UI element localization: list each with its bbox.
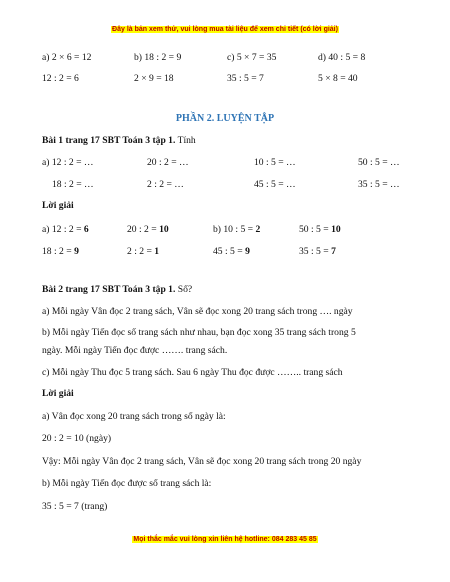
bai1-solution <box>127 224 169 236</box>
top-answer: 35 : 5 = 7 <box>227 73 264 84</box>
top-answer: 12 : 2 = 6 <box>42 73 79 84</box>
solution-answer: 6 <box>83 224 89 235</box>
bai2-solution-line: 35 : 5 = 7 (trang) <box>42 501 108 512</box>
solution-answer: 10 <box>331 224 341 235</box>
top-answer: a) 2 × 6 = 12 <box>42 52 92 63</box>
bai1-solution <box>127 246 159 258</box>
solution-expr: a) 12 : 2 = <box>42 224 84 235</box>
top-answer: c) 5 × 7 = 35 <box>227 52 277 63</box>
bai1-solution-label: Lời giải <box>42 200 74 211</box>
top-answer: 2 × 9 = 18 <box>134 73 174 84</box>
bai2-solution-line: a) Vân đọc xong 20 trang sách trong số ngày là: <box>42 411 226 422</box>
bai1-exercise: 10 : 5 = … <box>254 157 296 168</box>
header-banner-text: Đây là bản xem thử, vui lòng mua tài liệu để xem chi tiết (có lời giải) <box>112 26 338 33</box>
footer-banner-text: Mọi thắc mắc vui lòng xin liên hệ hotline: 084 283 45 85 <box>133 536 317 543</box>
bai1-solution <box>299 224 341 236</box>
solution-answer: 2 <box>255 224 261 235</box>
bai2-title: Bài 2 trang 17 SBT Toán 3 tập 1. <box>42 284 176 295</box>
top-answer: b) 18 : 2 = 9 <box>134 52 182 63</box>
solution-answer: 9 <box>74 246 79 257</box>
bai1-solution <box>42 224 89 236</box>
bai1-exercise: 35 : 5 = … <box>358 179 400 190</box>
solution-answer: 10 <box>159 224 169 235</box>
bai1-exercise: 45 : 5 = … <box>254 179 296 190</box>
solution-expr: 20 : 2 = <box>127 224 160 235</box>
solution-answer: 9 <box>245 246 250 257</box>
bai2-solution-line: 20 : 2 = 10 (ngày) <box>42 433 112 444</box>
solution-expr: 50 : 5 = <box>299 224 332 235</box>
bai2-solution-line: Vậy: Mỗi ngày Vân đọc 2 trang sách, Vân sẽ đọc xong 20 trang sách trong 20 ngày <box>42 456 362 467</box>
header-banner <box>0 26 450 33</box>
bai1-solution <box>299 246 336 258</box>
bai1-exercise: 20 : 2 = … <box>147 157 189 168</box>
solution-expr: b) 10 : 5 = <box>213 224 256 235</box>
bai2-question-a: a) Mỗi ngày Vân đọc 2 trang sách, Vân sẽ đọc xong 20 trang sách trong …. ngày <box>42 306 353 317</box>
bai1-exercise: 18 : 2 = … <box>52 179 94 190</box>
section-title: PHẦN 2. LUYỆN TẬP <box>175 113 275 124</box>
bai2-heading <box>42 284 192 296</box>
bai2-solution-line: b) Mỗi ngày Tiến đọc được số trang sách là: <box>42 478 212 489</box>
solution-expr: 35 : 5 = <box>299 246 332 257</box>
bai1-solution <box>213 246 250 258</box>
bai1-exercise: 50 : 5 = … <box>358 157 400 168</box>
solution-expr: 2 : 2 = <box>127 246 155 257</box>
bai2-question-c: c) Mỗi ngày Thu đọc 5 trang sách. Sau 6 ngày Thu đọc được …….. trang sách <box>42 367 343 378</box>
bai1-exercise: a) 12 : 2 = … <box>42 157 94 168</box>
bai1-exercise: 2 : 2 = … <box>147 179 184 190</box>
top-answer: d) 40 : 5 = 8 <box>318 52 366 63</box>
bai2-solution-label: Lời giải <box>42 388 74 399</box>
bai1-solution <box>42 246 79 258</box>
bai1-task: Tính <box>175 135 196 146</box>
bai2-task: Số? <box>175 284 193 295</box>
bai2-question-b: b) Mỗi ngày Tiến đọc số trang sách như nhau, bạn đọc xong 35 trang sách trong 5 <box>42 327 356 338</box>
footer-banner <box>0 536 450 543</box>
top-answer: 5 × 8 = 40 <box>318 73 358 84</box>
solution-answer: 7 <box>331 246 336 257</box>
solution-expr: 18 : 2 = <box>42 246 75 257</box>
solution-answer: 1 <box>154 246 160 257</box>
bai2-question-b-cont: ngày. Mỗi ngày Tiến đọc được ……. trang sách. <box>42 345 228 356</box>
bai1-heading <box>42 135 196 147</box>
bai1-solution <box>213 224 260 236</box>
bai1-title: Bài 1 trang 17 SBT Toán 3 tập 1. <box>42 135 176 146</box>
solution-expr: 45 : 5 = <box>213 246 246 257</box>
